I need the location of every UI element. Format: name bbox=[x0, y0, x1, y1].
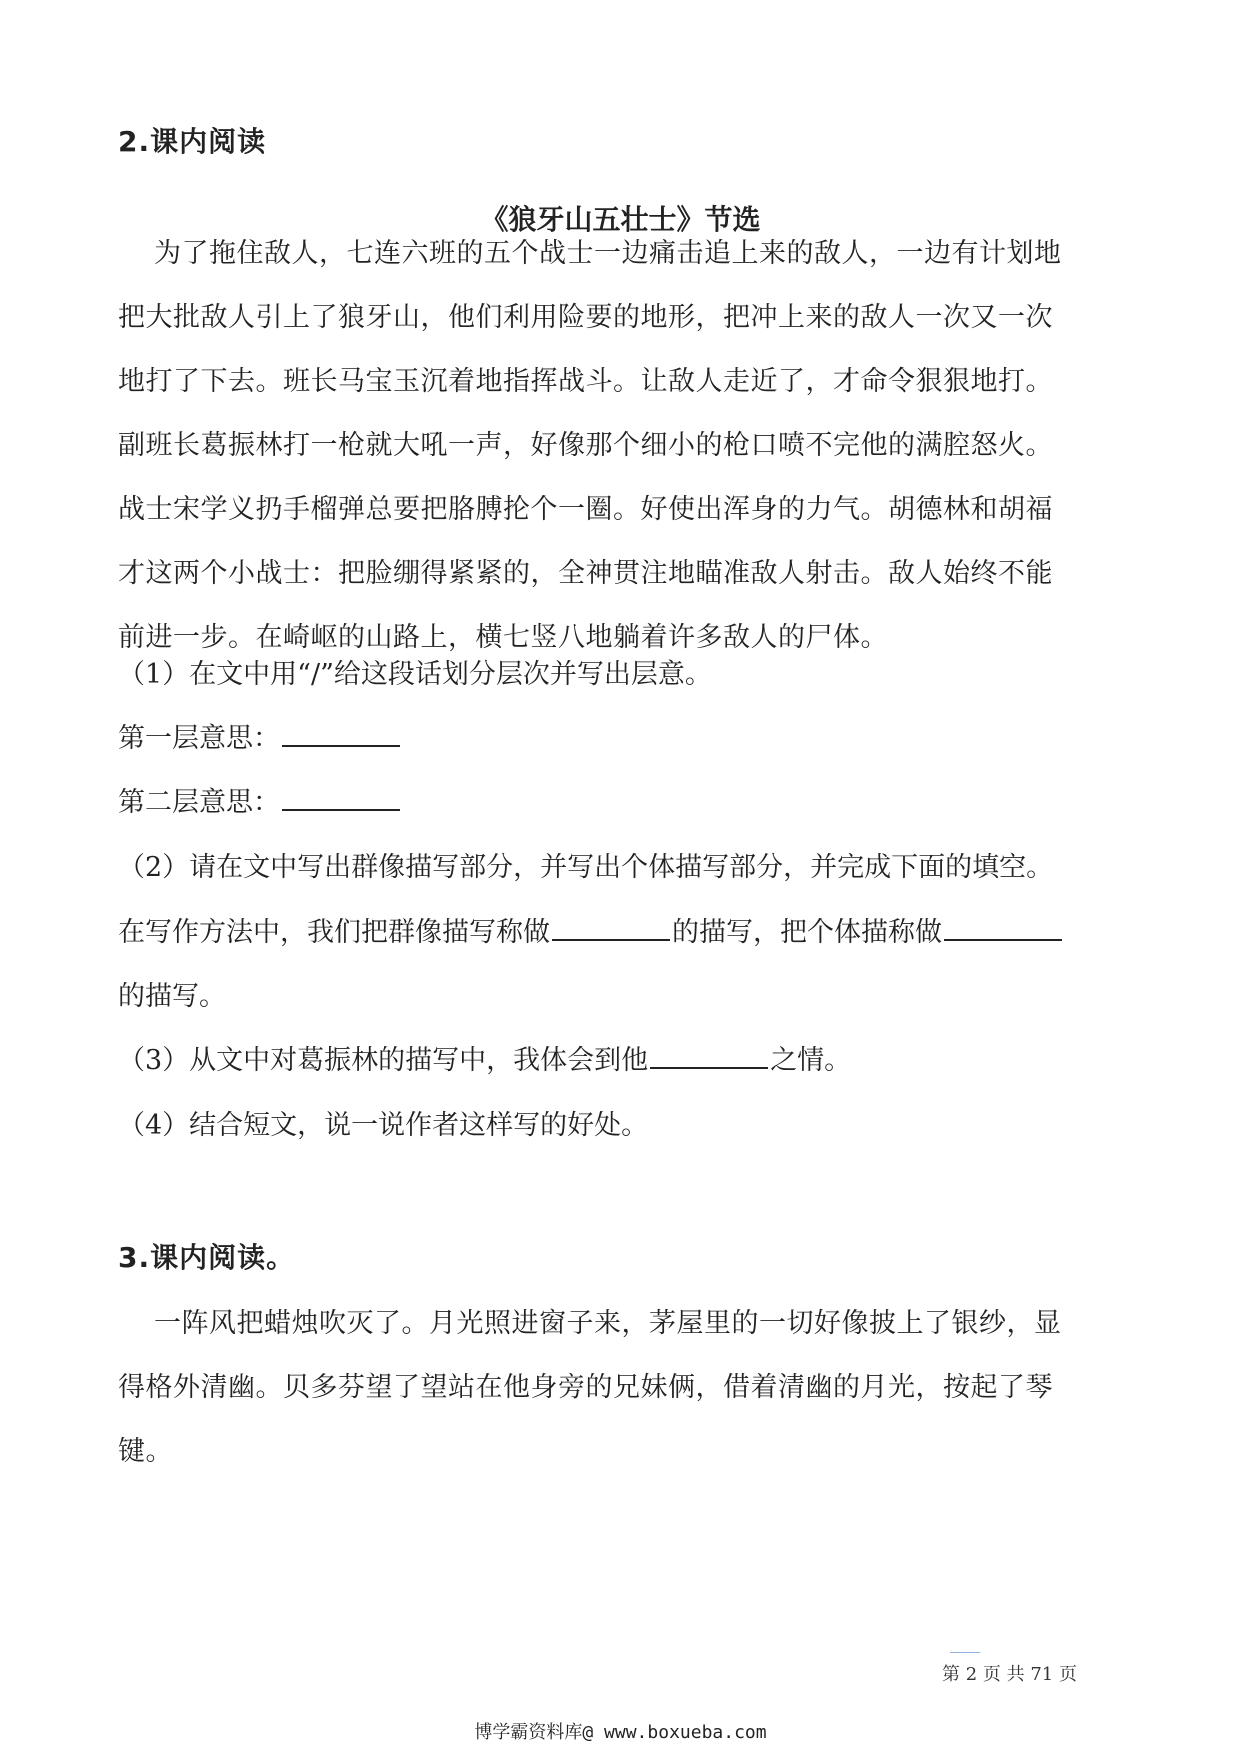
answer-blank[interactable] bbox=[650, 1045, 768, 1069]
answer-blank[interactable] bbox=[944, 917, 1062, 941]
question-3-text-b: 之情。 bbox=[770, 1045, 852, 1076]
question-3-text-a: （3）从文中对葛振林的描写中，我体会到他 bbox=[118, 1045, 649, 1076]
page-number: 第 2 页 共 71 页 bbox=[942, 1664, 1077, 1685]
question-3 bbox=[118, 1038, 851, 1077]
passage-line: 得格外清幽。贝多芬望了望站在他身旁的兄妹俩，借着清幽的月光，按起了琴 bbox=[118, 1372, 1053, 1403]
page-number-mark bbox=[950, 1652, 980, 1653]
passage-2 bbox=[118, 222, 1128, 670]
passage-line: 战士宋学义扔手榴弹总要把胳膊抡个一圈。好使出浑身的力气。胡德林和胡福 bbox=[118, 494, 1053, 525]
passage-line: 地打了下去。班长马宝玉沉着地指挥战斗。让敌人走近了，才命令狠狠地打。 bbox=[118, 366, 1053, 397]
passage-3 bbox=[118, 1292, 1128, 1484]
passage-line: 为了拖住敌人，七连六班的五个战士一边痛击追上来的敌人，一边有计划地 bbox=[154, 238, 1062, 269]
passage-line: 把大批敌人引上了狼牙山，他们利用险要的地形，把冲上来的敌人一次又一次 bbox=[118, 302, 1053, 333]
question-1-layer-1 bbox=[118, 716, 402, 755]
passage-line: 键。 bbox=[118, 1436, 173, 1467]
passage-line: 前进一步。在崎岖的山路上，横七竖八地躺着许多敌人的尸体。 bbox=[118, 622, 888, 653]
question-2: （2）请在文中写出群像描写部分，并写出个体描写部分，并完成下面的填空。 bbox=[118, 852, 1054, 883]
question-1: （1）在文中用“/”给这段话划分层次并写出层意。 bbox=[118, 659, 712, 690]
section-2-heading: 2.课内阅读 bbox=[118, 125, 267, 158]
question-2-text-b: 的描写，把个体描称做 bbox=[672, 917, 942, 948]
passage-line: 才这两个小战士：把脸绷得紧紧的，全神贯注地瞄准敌人射击。敌人始终不能 bbox=[118, 558, 1053, 589]
answer-blank[interactable] bbox=[282, 723, 400, 747]
passage-line: 副班长葛振林打一枪就大吼一声，好像那个细小的枪口喷不完他的满腔怒火。 bbox=[118, 430, 1053, 461]
question-4: （4）结合短文，说一说作者这样写的好处。 bbox=[118, 1110, 649, 1141]
footer-watermark: 博学霸资料库@ www.boxueba.com bbox=[474, 1722, 767, 1743]
section-3-heading: 3.课内阅读。 bbox=[118, 1241, 296, 1274]
layer-1-label: 第一层意思： bbox=[118, 723, 280, 754]
question-2-end: 的描写。 bbox=[118, 981, 226, 1012]
question-1-layer-2 bbox=[118, 780, 402, 819]
passage-title: 《狼牙山五壮士》节选 bbox=[480, 203, 761, 236]
passage-line: 一阵风把蜡烛吹灭了。月光照进窗子来，茅屋里的一切好像披上了银纱，显 bbox=[154, 1308, 1062, 1339]
question-2-text-a: 在写作方法中，我们把群像描写称做 bbox=[118, 917, 550, 948]
layer-2-label: 第二层意思： bbox=[118, 787, 280, 818]
answer-blank[interactable] bbox=[282, 787, 400, 811]
question-2-fill bbox=[118, 910, 1064, 949]
answer-blank[interactable] bbox=[552, 917, 670, 941]
